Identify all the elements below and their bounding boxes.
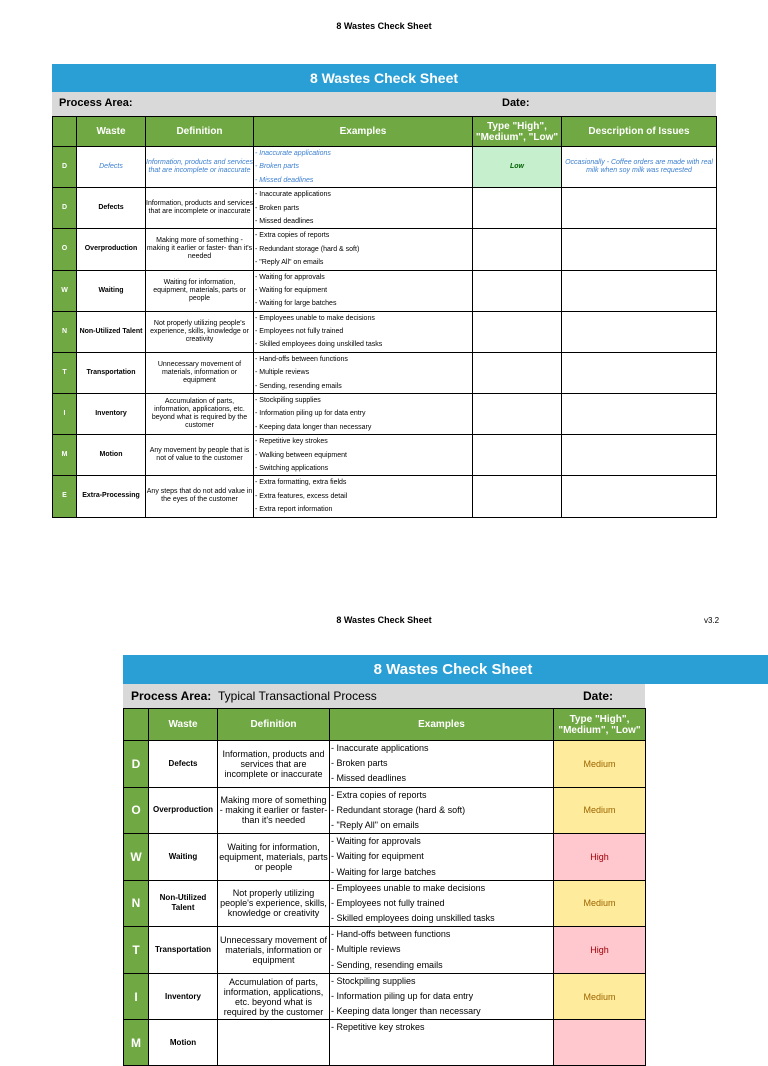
example-line: - Hand-offs between functions	[331, 929, 451, 940]
description-cell[interactable]	[562, 311, 717, 352]
example-line: - Skilled employees doing unskilled tasks	[331, 913, 495, 924]
description-cell[interactable]	[562, 435, 717, 476]
table-row	[124, 741, 646, 788]
example-line: - Keeping data longer than necessary	[255, 423, 372, 431]
waste-name: Waiting	[149, 834, 218, 881]
header-description: Description of Issues	[562, 117, 717, 147]
page2-caption: 8 Wastes Check Sheet	[336, 615, 432, 625]
header-waste: Waste	[77, 117, 146, 147]
header-examples: Examples	[254, 117, 473, 147]
type-cell[interactable]: Medium	[554, 880, 646, 927]
example-line: - Extra formatting, extra fields	[255, 479, 347, 487]
waste-letter: T	[124, 927, 149, 974]
header-examples: Examples	[330, 709, 554, 741]
waste-name: Defects	[77, 188, 146, 229]
waste-definition: Unnecessary movement of materials, information or equipment	[218, 927, 330, 974]
waste-examples	[254, 435, 473, 476]
waste-letter: N	[53, 311, 77, 352]
type-cell[interactable]: High	[554, 927, 646, 974]
waste-letter: O	[53, 229, 77, 270]
waste-examples	[254, 352, 473, 393]
example-line: - Skilled employees doing unskilled tasks	[255, 341, 383, 349]
table-row	[53, 188, 717, 229]
description-cell[interactable]	[562, 352, 717, 393]
table-row	[124, 927, 646, 974]
waste-name: Non-Utilized Talent	[149, 880, 218, 927]
description-cell[interactable]	[562, 229, 717, 270]
header-row	[124, 709, 646, 741]
example-line: - Waiting for large batches	[331, 866, 436, 877]
example-line: - Information piling up for data entry	[255, 410, 366, 418]
waste-definition: Waiting for information, equipment, materials, parts or people	[218, 834, 330, 881]
waste-definition: Not properly utilizing people's experience, skills, knowledge or creativity	[146, 311, 254, 352]
example-line: - Employees not fully trained	[331, 897, 445, 908]
header-row	[53, 117, 717, 147]
example-line: - Missed deadlines	[331, 773, 407, 784]
process-area-value[interactable]: Typical Transactional Process	[218, 689, 377, 703]
waste-definition: Information, products and services that are incomplete or inaccurate	[218, 741, 330, 788]
description-cell[interactable]	[562, 476, 717, 517]
example-line: - Extra copies of reports	[255, 232, 330, 240]
example-line: - Employees not fully trained	[255, 328, 344, 336]
waste-name: Defects	[149, 741, 218, 788]
waste-examples	[254, 147, 473, 188]
waste-examples	[330, 880, 554, 927]
type-cell[interactable]	[473, 435, 562, 476]
waste-definition: Waiting for information, equipment, materials, parts or people	[146, 270, 254, 311]
waste-letter: N	[124, 880, 149, 927]
waste-letter: M	[124, 1020, 149, 1066]
type-cell[interactable]: High	[554, 834, 646, 881]
header-type: Type "High", "Medium", "Low"	[554, 709, 646, 741]
table-row	[53, 311, 717, 352]
sheet-title: 8 Wastes Check Sheet	[123, 655, 768, 684]
example-line: - Waiting for large batches	[255, 300, 337, 308]
description-cell[interactable]: Occasionally - Coffee orders are made with real milk when soy milk was requested	[562, 147, 717, 188]
example-line: - Missed deadlines	[255, 176, 314, 184]
example-line: - Redundant storage (hard & soft)	[255, 245, 360, 253]
waste-name: Extra-Processing	[77, 476, 146, 517]
example-line: - Walking between equipment	[255, 451, 347, 459]
process-area-label: Process Area:	[131, 689, 212, 703]
table-row	[124, 834, 646, 881]
table-row	[124, 973, 646, 1020]
table-row	[53, 270, 717, 311]
example-line: - "Reply All" on emails	[255, 259, 324, 267]
version-label: v3.2	[704, 616, 720, 625]
waste-letter: I	[53, 394, 77, 435]
wastes-table	[123, 708, 646, 1066]
type-cell[interactable]	[473, 229, 562, 270]
header-letter	[53, 117, 77, 147]
waste-name: Overproduction	[149, 787, 218, 834]
waste-examples	[254, 394, 473, 435]
example-line: - Waiting for approvals	[255, 273, 325, 281]
header-letter	[124, 709, 149, 741]
waste-name: Inventory	[77, 394, 146, 435]
example-line: - Missed deadlines	[255, 217, 314, 225]
waste-name: Non-Utilized Talent	[77, 311, 146, 352]
type-cell[interactable]	[554, 1020, 646, 1066]
waste-definition: Making more of something - making it earlier or faster- than it's needed	[146, 229, 254, 270]
waste-examples	[254, 229, 473, 270]
waste-definition: Accumulation of parts, information, applications, etc. beyond what is required by the customer	[146, 394, 254, 435]
example-line: - Extra features, excess detail	[255, 492, 348, 500]
type-cell[interactable]	[473, 476, 562, 517]
example-line: - Extra report information	[255, 506, 333, 514]
waste-examples	[254, 188, 473, 229]
waste-definition: Information, products and services that are incomplete or inaccurate	[146, 147, 254, 188]
check-sheet-blank	[52, 64, 716, 518]
table-row	[53, 435, 717, 476]
waste-examples	[330, 1020, 554, 1066]
table-row	[124, 1020, 646, 1066]
example-line: - Waiting for equipment	[331, 851, 424, 862]
process-area-row	[52, 92, 716, 116]
example-line: - Extra copies of reports	[331, 789, 427, 800]
waste-definition: Information, products and services that are incomplete or inaccurate	[146, 188, 254, 229]
example-line: - Information piling up for data entry	[331, 991, 474, 1001]
waste-name: Inventory	[149, 973, 218, 1020]
type-cell[interactable]: Low	[473, 147, 562, 188]
example-line: - Keeping data longer than necessary	[331, 1006, 481, 1017]
waste-name: Transportation	[149, 927, 218, 974]
waste-definition: Making more of something - making it earlier or faster- than it's needed	[218, 787, 330, 834]
example-line: - Multiple reviews	[331, 944, 401, 955]
example-line: - Inaccurate applications	[331, 743, 429, 753]
waste-name: Transportation	[77, 352, 146, 393]
waste-letter: W	[124, 834, 149, 881]
date-label: Date:	[502, 97, 530, 109]
waste-name: Overproduction	[77, 229, 146, 270]
sheet-title: 8 Wastes Check Sheet	[52, 64, 716, 92]
waste-examples	[330, 973, 554, 1020]
example-line: - Stockpiling supplies	[331, 975, 416, 986]
type-cell[interactable]	[473, 352, 562, 393]
date-label: Date:	[583, 689, 614, 703]
example-line: - Sending, resending emails	[331, 959, 443, 970]
table-row	[53, 476, 717, 517]
table-row	[53, 394, 717, 435]
example-line: - Switching applications	[255, 464, 329, 472]
waste-name: Waiting	[77, 270, 146, 311]
waste-examples	[330, 834, 554, 881]
waste-letter: T	[53, 352, 77, 393]
waste-definition: Any steps that do not add value in the eyes of the customer	[146, 476, 254, 517]
waste-letter: D	[124, 741, 149, 788]
description-cell[interactable]	[562, 270, 717, 311]
waste-letter: I	[124, 973, 149, 1020]
example-line: - Sending, resending emails	[255, 382, 342, 390]
waste-definition: Unnecessary movement of materials, information or equipment	[146, 352, 254, 393]
waste-definition: Any movement by people that is not of value to the customer	[146, 435, 254, 476]
waste-letter: D	[53, 188, 77, 229]
waste-examples	[330, 787, 554, 834]
type-cell[interactable]	[473, 188, 562, 229]
waste-examples	[254, 311, 473, 352]
type-cell[interactable]: Medium	[554, 787, 646, 834]
table-row	[53, 229, 717, 270]
example-line: - "Reply All" on emails	[331, 819, 419, 830]
waste-name: Defects	[77, 147, 146, 188]
example-line: - Redundant storage (hard & soft)	[331, 804, 466, 815]
process-area-label: Process Area:	[59, 97, 133, 109]
waste-name: Motion	[77, 435, 146, 476]
description-cell[interactable]	[562, 188, 717, 229]
example-line: - Inaccurate applications	[255, 150, 331, 157]
example-line: - Waiting for approvals	[331, 836, 421, 847]
example-line: - Stockpiling supplies	[255, 397, 321, 405]
example-line: - Waiting for equipment	[255, 286, 328, 294]
waste-definition	[218, 1020, 330, 1066]
waste-letter: E	[53, 476, 77, 517]
page1-caption: 8 Wastes Check Sheet	[336, 21, 432, 31]
example-line: - Employees unable to make decisions	[331, 882, 486, 893]
waste-name: Motion	[149, 1020, 218, 1066]
description-cell[interactable]	[562, 394, 717, 435]
table-row	[124, 880, 646, 927]
waste-examples	[330, 741, 554, 788]
example-line: - Broken parts	[331, 758, 388, 769]
process-area-row	[123, 684, 645, 708]
header-definition: Definition	[146, 117, 254, 147]
waste-definition: Not properly utilizing people's experience, skills, knowledge or creativity	[218, 880, 330, 927]
waste-letter: D	[53, 147, 77, 188]
wastes-table	[52, 116, 717, 518]
header-type: Type "High", "Medium", "Low"	[473, 117, 562, 147]
header-waste: Waste	[149, 709, 218, 741]
type-cell[interactable]: Medium	[554, 741, 646, 788]
example-line: - Inaccurate applications	[255, 191, 331, 199]
waste-examples	[330, 927, 554, 974]
sample-row	[53, 147, 717, 188]
waste-letter: O	[124, 787, 149, 834]
type-cell[interactable]	[473, 311, 562, 352]
waste-examples	[254, 476, 473, 517]
header-definition: Definition	[218, 709, 330, 741]
table-row	[124, 787, 646, 834]
example-line: - Repetitive key strokes	[331, 1022, 425, 1033]
example-line: - Hand-offs between functions	[255, 355, 348, 363]
type-cell[interactable]	[473, 394, 562, 435]
example-line: - Multiple reviews	[255, 369, 310, 377]
example-line: - Broken parts	[255, 163, 299, 171]
example-line: - Broken parts	[255, 204, 299, 212]
table-row	[53, 352, 717, 393]
type-cell[interactable]: Medium	[554, 973, 646, 1020]
type-cell[interactable]	[473, 270, 562, 311]
waste-letter: W	[53, 270, 77, 311]
waste-letter: M	[53, 435, 77, 476]
waste-examples	[254, 270, 473, 311]
example-line: - Employees unable to make decisions	[255, 314, 375, 322]
example-line: - Repetitive key strokes	[255, 438, 328, 446]
waste-definition: Accumulation of parts, information, applications, etc. beyond what is required by the customer	[218, 973, 330, 1020]
